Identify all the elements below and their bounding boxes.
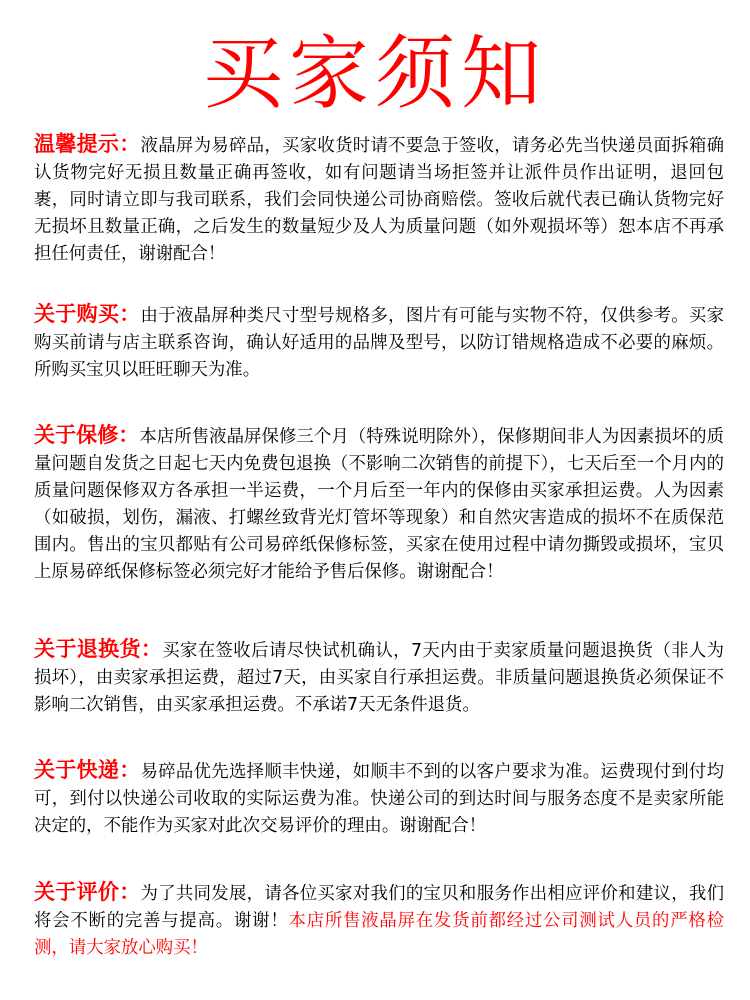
page-title: 买家须知 xyxy=(203,27,547,120)
section-heading: 关于评价： xyxy=(34,880,141,904)
section-shipping xyxy=(34,757,724,840)
section-heading: 关于退换货： xyxy=(34,637,163,661)
section-reviews xyxy=(34,879,724,962)
section-returns xyxy=(34,636,724,719)
section-body: 由于液晶屏种类尺寸型号规格多，图片有可能与实物不符，仅供参考。买家购买前请与店主联系咨询，确认好适用的品牌及型号，以防订错规格造成不必要的麻烦。所购买宝贝以旺旺聊天为准。 xyxy=(34,306,724,380)
section-warm-tips xyxy=(34,131,724,268)
section-heading: 关于购买： xyxy=(34,302,141,326)
section-heading: 关于快递： xyxy=(34,758,141,782)
section-heading: 关于保修： xyxy=(34,423,140,447)
quality-highlight: 本店所售液晶屏在发货前都经过公司测试人员的严格检测，请大家放心购买！ xyxy=(34,911,724,958)
section-body: 易碎品优先选择顺丰快递，如顺丰不到的以客户要求为准。运费现付到付均可，到付以快递公司收取的实际运费为准。快递公司的到达时间与服务态度不是卖家所能决定的，不能作为买家对此次交易评价的理由。谢谢配合！ xyxy=(34,762,724,836)
section-body: 本店所售液晶屏保修三个月（特殊说明除外），保修期间非人为因素损坏的质量问题自发货之日起七天内免费包退换（不影响二次销售的前提下），七天后至一个月内的质量问题保修双方各承担一半运费，一个月后至一年内的保修由买家承担运费。人为因素（如破损，划伤，漏液、打螺丝致背光灯管坏等现象）和自然灾害造成的损坏不在质保范围内。售出的宝贝都贴有公司易碎纸保修标签，买家在使用过程中请勿撕毁或损坏，宝贝上原易碎纸保修标签必须完好才能给予售后保修。谢谢配合！ xyxy=(34,427,725,582)
section-body: 买家在签收后请尽快试机确认，7天内由于卖家质量问题退换货（非人为损坏），由卖家承担运费，超过7天，由买家自行承担运费。非质量问题退换货必须保证不影响二次销售，由买家承担运费。不承诺7天无条件退货。 xyxy=(34,641,724,715)
section-body: 液晶屏为易碎品，买家收货时请不要急于签收，请务必先当快递员面拆箱确认货物完好无损且数量正确再签收，如有问题请当场拒签并让派件员作出证明，退回包裹，同时请立即与我司联系，我们会同快递公司协商赔偿。签收后就代表已确认货物完好无损坏且数量正确，之后发生的数量短少及人为质量问题（如外观损坏等）恕本店不再承担任何责任，谢谢配合！ xyxy=(34,136,724,264)
section-purchase xyxy=(34,301,724,384)
section-warranty xyxy=(34,422,724,586)
section-heading: 温馨提示： xyxy=(34,132,141,156)
section-body: 为了共同发展，请各位买家对我们的宝贝和服务作出相应评价和建议，我们将会不断的完善与提高。谢谢！ xyxy=(34,884,724,931)
